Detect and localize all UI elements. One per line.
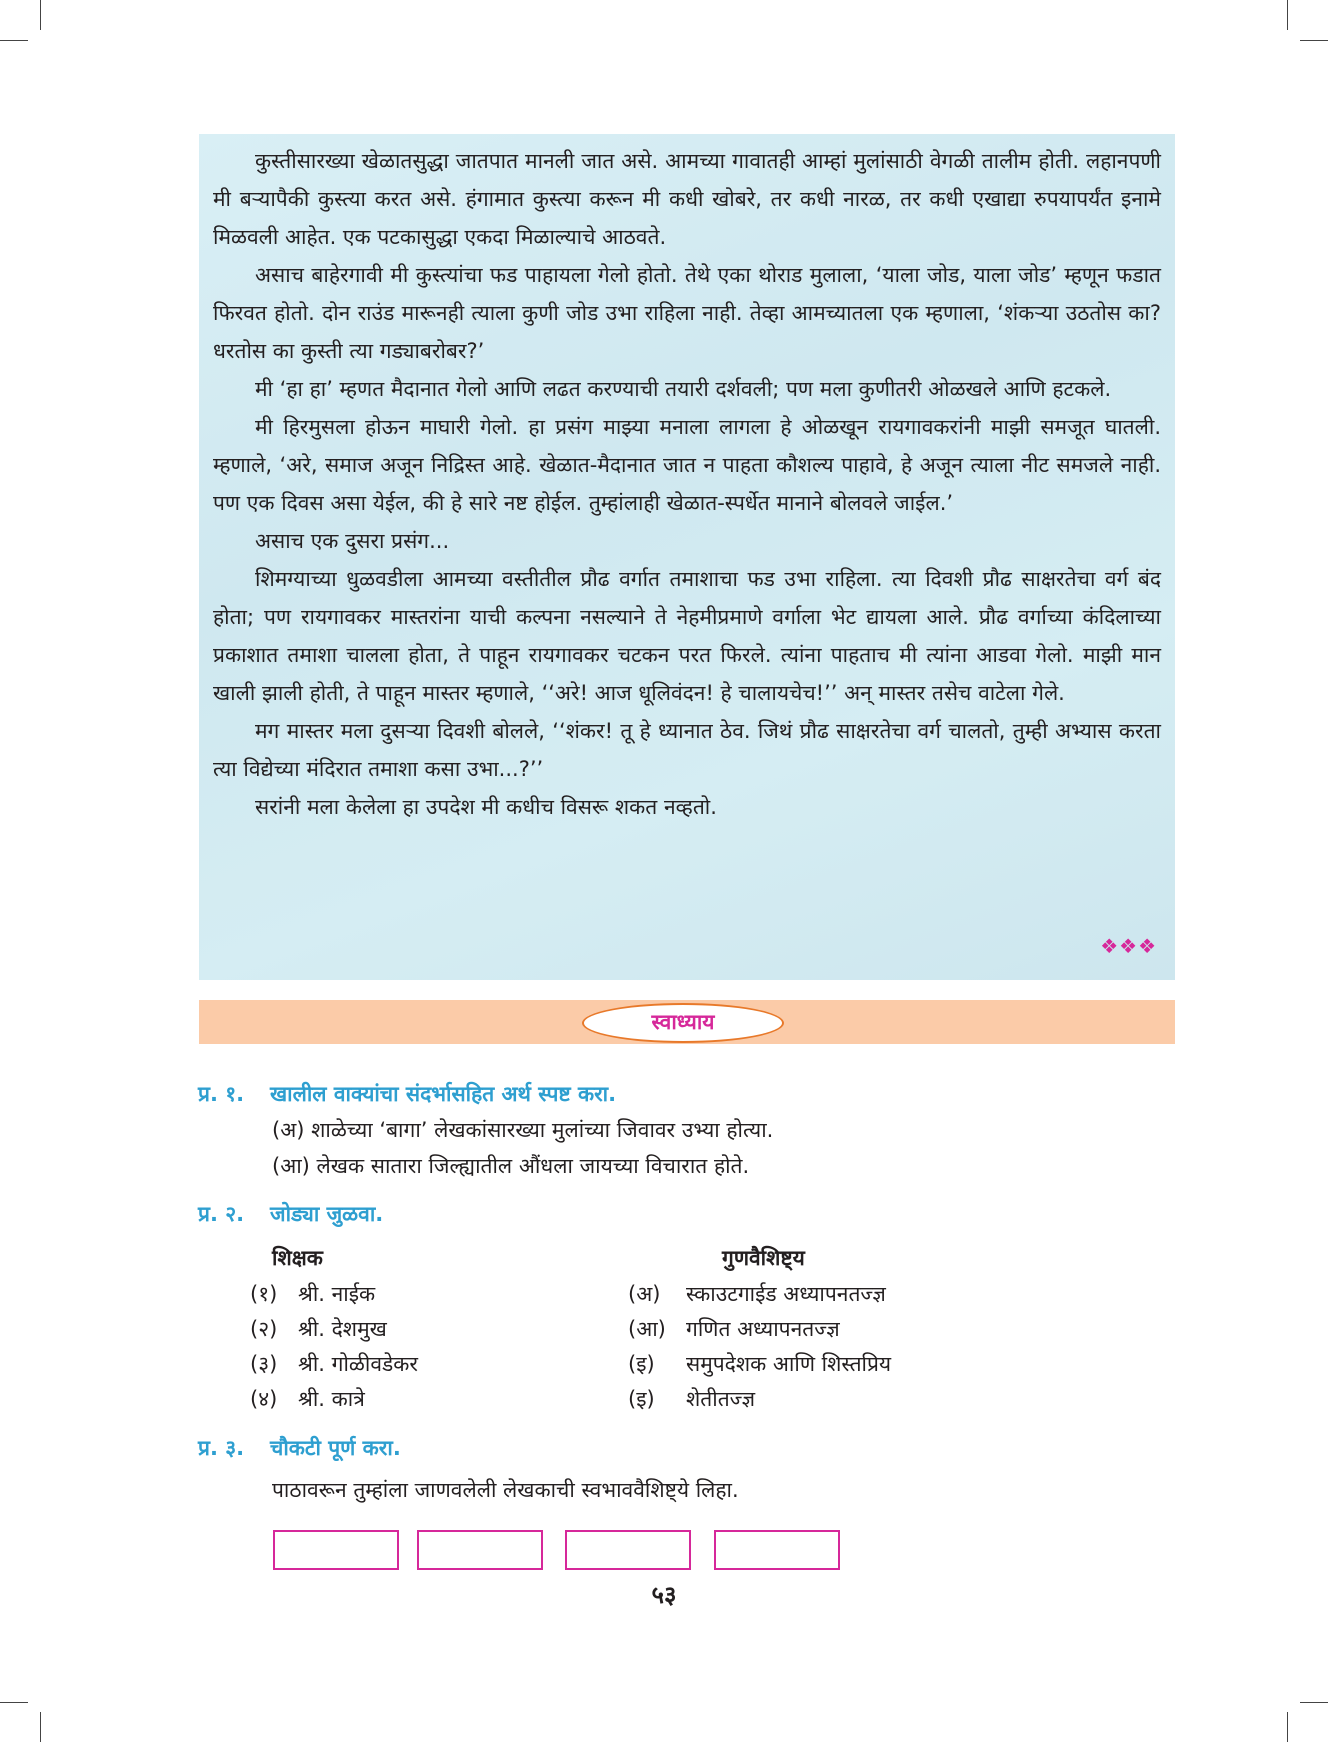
- question-1: [198, 1080, 616, 1108]
- match-left-mark: (२): [250, 1317, 278, 1341]
- answer-box[interactable]: [417, 1530, 543, 1570]
- crop-mark: [1287, 0, 1288, 30]
- q1-item: (आ) लेखक सातारा जिल्ह्यातील औंधला जायच्या विचारात होते.: [272, 1154, 750, 1178]
- question-number: प्र. १.: [198, 1082, 245, 1106]
- question-title: खालील वाक्यांचा संदर्भासहित अर्थ स्पष्ट करा.: [270, 1082, 617, 1106]
- answer-box[interactable]: [565, 1530, 691, 1570]
- story-panel: [199, 134, 1175, 980]
- match-left-mark: (३): [250, 1352, 278, 1376]
- answer-box[interactable]: [273, 1530, 399, 1570]
- crop-mark: [40, 0, 41, 30]
- match-left-text: श्री. कात्रे: [298, 1387, 365, 1411]
- question-number: प्र. ३.: [198, 1436, 245, 1460]
- answer-box[interactable]: [714, 1530, 840, 1570]
- question-number: प्र. २.: [198, 1202, 245, 1226]
- question-title: चौकटी पूर्ण करा.: [270, 1436, 401, 1460]
- match-right-text: समुपदेशक आणि शिस्तप्रिय: [686, 1352, 892, 1376]
- crop-mark: [0, 1702, 28, 1703]
- match-left-text: श्री. गोळीवडेकर: [298, 1352, 418, 1376]
- match-right-mark: (अ): [628, 1282, 661, 1306]
- match-left-text: श्री. नाईक: [298, 1282, 376, 1306]
- question-2: [198, 1200, 383, 1228]
- crop-mark: [1287, 1712, 1288, 1742]
- page-number: ५३: [651, 1581, 677, 1609]
- story-paragraph: मी हिरमुसला होऊन माघारी गेलो. हा प्रसंग माझ्या मनाला लागला हे ओळखून रायगावकरांनी माझी समजूत घातली. म्हणाले, ‘अरे, समाज अजून निद्रिस्त आहे. खेळात-मैदानात जात न पाहता कौशल्य पाहावे, हे अजून त्याला नीट समजले नाही. पण एक दिवस असा येईल, की हे सारे नष्ट होईल. तुम्हांलाही खेळात-स्पर्धेत मानाने बोलवले जाईल.’: [213, 415, 1161, 515]
- story-paragraph: शिमग्याच्या धुळवडीला आमच्या वस्तीतील प्रौढ वर्गात तमाशाचा फड उभा राहिला. त्या दिवशी प्रौढ साक्षरतेचा वर्ग बंद होता; पण रायगावकर मास्तरांना याची कल्पना नसल्याने ते नेहमीप्रमाणे वर्गाला भेट द्यायला आले. प्रौढ वर्गाच्या कंदिलाच्या प्रकाशात तमाशा चालला होता, ते पाहून रायगावकर चटकन परत फिरले. त्यांना पाहताच मी त्यांना आडवा गेलो. माझी मान खाली झाली होती, ते पाहून मास्तर म्हणाले, ‘‘अरे! आज धूलिवंदन! हे चालायचेच!’’ अन् मास्तर तसेच वाटेला गेले.: [213, 567, 1161, 705]
- crop-mark: [0, 40, 28, 41]
- right-column-header: गुणवैशिष्ट्य: [722, 1246, 805, 1270]
- left-column-header: शिक्षक: [272, 1246, 323, 1270]
- story-paragraph: कुस्तीसारख्या खेळातसुद्धा जातपात मानली जात असे. आमच्या गावातही आम्हां मुलांसाठी वेगळी तालीम होती. लहानपणी मी बऱ्यापैकी कुस्त्या करत असे. हंगामात कुस्त्या करून मी कधी खोबरे, तर कधी नारळ, तर कधी एखाद्या रुपयापर्यंत इनामे मिळवली आहेत. एक पटकासुद्धा एकदा मिळाल्याचे आठवते.: [213, 149, 1161, 249]
- section-title: स्वाध्याय: [582, 1003, 784, 1043]
- crop-mark: [1300, 1702, 1328, 1703]
- match-left-mark: (१): [250, 1282, 278, 1306]
- crop-mark: [40, 1712, 41, 1742]
- story-paragraph: मी ‘हा हा’ म्हणत मैदानात गेलो आणि लढत करण्याची तयारी दर्शवली; पण मला कुणीतरी ओळखले आणि हटकले.: [255, 377, 1112, 401]
- match-left-text: श्री. देशमुख: [298, 1317, 387, 1341]
- match-right-mark: (आ): [628, 1317, 666, 1341]
- end-ornament: ❖❖❖: [1100, 934, 1157, 958]
- story-paragraph: असाच बाहेरगावी मी कुस्त्यांचा फड पाहायला गेलो होतो. तेथे एका थोराड मुलाला, ‘याला जोड, याला जोड’ म्हणून फडात फिरवत होतो. दोन राउंड मारूनही त्याला कुणी जोड उभा राहिला नाही. तेव्हा आमच्यातला एक म्हणाला, ‘शंकऱ्या उठतोस का? धरतोस का कुस्ती त्या गड्याबरोबर?’: [213, 263, 1161, 363]
- match-right-mark: (इ): [628, 1387, 655, 1411]
- story-paragraph: असाच एक दुसरा प्रसंग...: [255, 529, 450, 553]
- story-paragraph: सरांनी मला केलेला हा उपदेश मी कधीच विसरू शकत नव्हतो.: [255, 795, 717, 819]
- match-right-text: स्काउटगाईड अध्यापनतज्ज्ञ: [686, 1282, 886, 1306]
- crop-mark: [1300, 40, 1328, 41]
- match-right-text: गणित अध्यापनतज्ज्ञ: [686, 1317, 840, 1341]
- story-paragraph: मग मास्तर मला दुसऱ्या दिवशी बोलले, ‘‘शंकर! तू हे ध्यानात ठेव. जिथं प्रौढ साक्षरतेचा वर्ग चालतो, तुम्ही अभ्यास करता त्या विद्येच्या मंदिरात तमाशा कसा उभा...?’’: [213, 719, 1161, 781]
- question-3: [198, 1434, 401, 1462]
- q1-item: (अ) शाळेच्या ‘बागा’ लेखकांसारख्या मुलांच्या जिवावर उभ्या होत्या.: [272, 1118, 774, 1142]
- q3-instruction: पाठावरून तुम्हांला जाणवलेली लेखकाची स्वभाववैशिष्ट्ये लिहा.: [272, 1478, 739, 1502]
- match-right-text: शेतीतज्ज्ञ: [686, 1387, 756, 1411]
- match-left-mark: (४): [250, 1387, 278, 1411]
- match-right-mark: (इ): [628, 1352, 655, 1376]
- question-title: जोड्या जुळवा.: [270, 1202, 384, 1226]
